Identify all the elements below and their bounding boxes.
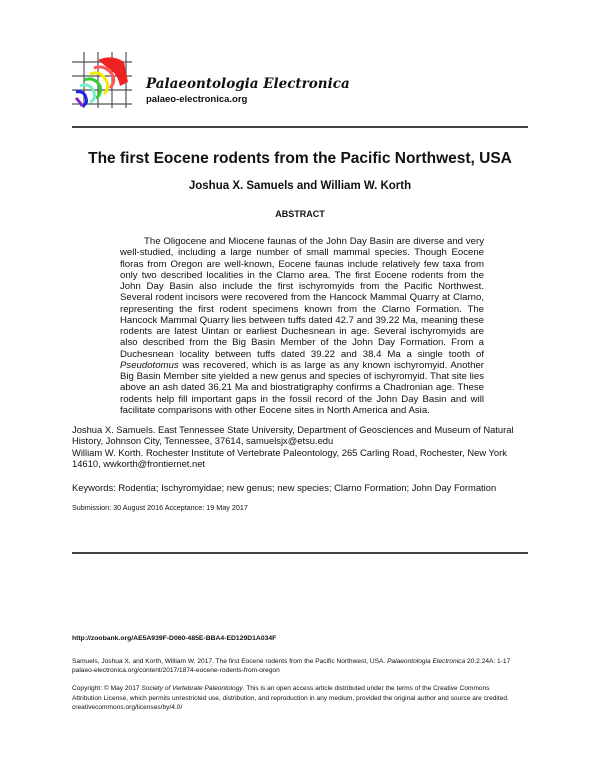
keywords: Keywords: Rodentia; Ischyromyidae; new genus; new species; Clarno Formation; John Day Formation — [72, 481, 497, 493]
article-authors: Joshua X. Samuels and William W. Korth — [188, 180, 412, 192]
journal-name: Palaeontologia Electronica — [146, 76, 350, 92]
affiliation: Joshua X. Samuels. East Tennessee State University, Department of Geosciences and Museum of Natural History, Johnson City, Tennessee, 37614, samuelsjx@etsu.edu — [72, 424, 514, 447]
submission-dates: Submission: 30 August 2016 Acceptance: 19 May 2017 — [72, 503, 248, 513]
abstract-part: The Oligocene and Miocene faunas of the John Day Basin are diverse and very well-studied, including a large number of small mammal species. Though Eocene floras from Oregon are well-known, Eocene faunas include relatively few taxa from only two described localities in the Clarno area. The first Eocene rodents from the John Day Basin also include the first ischyromyids from the Pacific Northwest. Several rodent incisors were recovered from the Hancock Mammal Quarry at Clarno, representing the first rodent specimens known from the Clarno Formation. The Hancock Mammal Quarry lies between tuffs dated 42.7 and 39.22 Ma, meaning these rodents are latest Uintan or earliest Duchesnean in age. Several ischyromyids are also described from the Big Basin Member of the John Day Formation. From a Duchesnean locality between tuffs dated 39.22 and 38.4 Ma a single tooth of — [120, 236, 484, 360]
citation-journal: Palaeontologia Electronica — [387, 658, 466, 665]
abstract-heading: ABSTRACT — [275, 209, 325, 219]
society-name: Society of Vertebrate Paleontology — [141, 685, 243, 693]
license-link[interactable]: creativecommons.org/licenses/by/4.0/ — [72, 703, 183, 711]
license-text: . This is an open access article distributed under the terms of the Creative Commons Attribution License, which permits unrestricted use, distribution, and reproduction in any medium, provided the original author and source are credited. — [72, 685, 509, 702]
article-url-link[interactable]: palaeo-electronica.org/content/2017/1874-eocene-rodents-from-oregon — [72, 667, 280, 675]
affiliation: William W. Korth. Rochester Institute of Vertebrate Paleontology, 265 Carling Road, Rochester, New York 14610, wwkorth@frontiernet.net — [72, 446, 507, 470]
journal-site-link[interactable]: palaeo-electronica.org — [146, 94, 248, 105]
citation — [72, 657, 512, 675]
zoobank-link[interactable]: http://zoobank.org/AE5A939F-D060-485E-BBA4-ED129D1A034F — [72, 635, 277, 642]
copyright-text: Copyright: © May 2017 — [72, 685, 142, 693]
article-footer — [72, 634, 512, 712]
abstract-part: was recovered, which is as large as any known ischyromyid. Another Big Basin Member site yielded a new genus and species of ischyromyid. That site lies above an ash dated 36.21 Ma and biostratigraphy confirms a Chadronian age. These rodents help fill important gaps in the fossil record of the John Day Basin and will facilitate comparisons with other Eocene sites in North America and Asia. — [120, 359, 484, 416]
copyright — [72, 684, 512, 712]
affiliations — [72, 424, 528, 470]
journal-logo — [72, 52, 132, 108]
genus-name: Pseudotomus — [120, 359, 179, 371]
header-divider — [72, 126, 528, 128]
footer-divider — [72, 552, 528, 554]
article-title: The first Eocene rodents from the Pacific Northwest, USA — [88, 150, 512, 167]
citation-text: Samuels, Joshua X. and Korth, William W. 2017. The first Eocene rodents from the Pacific Northwest, USA. — [72, 658, 388, 665]
citation-volume: 20.2.24A: 1-17 — [465, 658, 511, 665]
abstract-text — [120, 236, 484, 416]
article-front-matter — [0, 150, 600, 512]
